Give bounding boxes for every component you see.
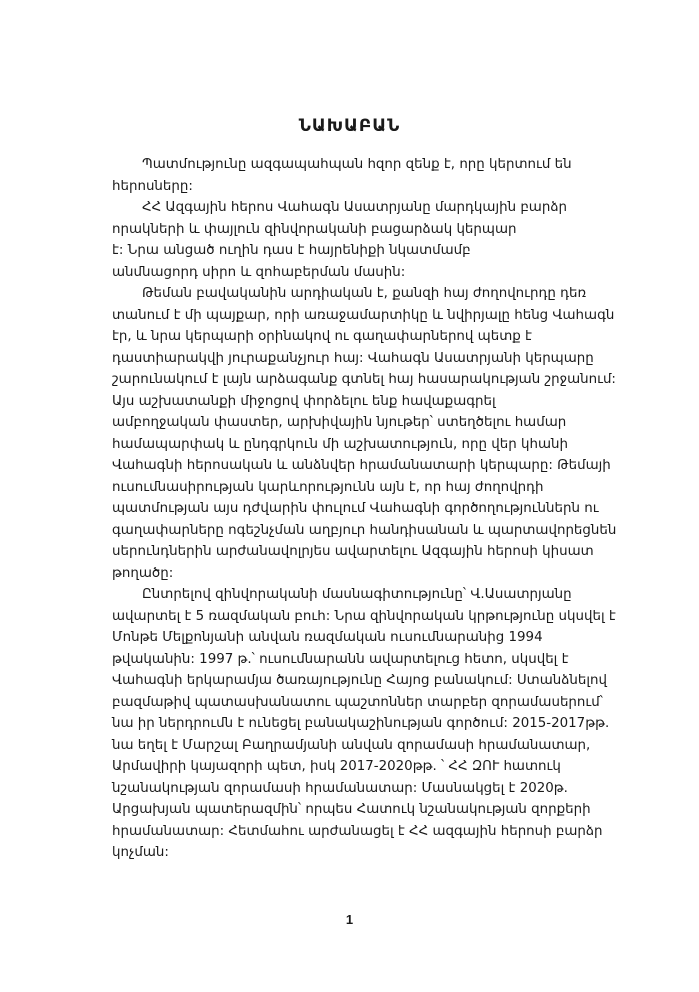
text-line: հրամանատար: Հետմահու արժանացել է ՀՀ ազգային հերոսի բարձր xyxy=(112,823,603,839)
text-line: նա եղել է Մարշալ Բաղրամյանի անվան զորամասի հրամանատար, xyxy=(112,737,591,753)
text-line: կոչման: xyxy=(112,845,169,860)
text-line: շարունակում է լայն արձագանք գտնել հայ հասարակության շրջանում: xyxy=(112,372,616,387)
page-title: ՆԱԽԱԲԱՆ xyxy=(298,116,401,136)
text-line: ՀՀ Ազգային հերոս Վահագն Ասատրյանը մարդկային բարձր xyxy=(142,200,567,215)
text-line: Արցախյան պատերազմին՝ որպես Հատուկ նշանակության զորքերի xyxy=(112,802,591,817)
text-line: հերոսները: xyxy=(112,178,193,194)
text-line: ամբողջական փաստեր, արխիվային նյութեր՝ ստեղծելու համար xyxy=(112,415,567,430)
text-line: թվականին: 1997 թ.՝ ուսումնարանն ավարտելուց հետո, սկսվել է xyxy=(112,651,569,667)
text-line: Վահագնի երկարամյա ծառայությունը Հայոց բանակում: Ստանձնելով xyxy=(112,673,607,688)
text-line: տանում է մի պայքար, որի առաջամարտիկը և նվիրյալը հենց Վահագն xyxy=(112,307,615,323)
text-line: անմնացորդ սիրո և զոհաբերման մասին: xyxy=(112,264,406,280)
text-line: ուսումնասիրության կարևորությունն այն է, որ հայ ժողովրդի xyxy=(112,479,544,495)
text-line: պատմության այս դժվարին փուլում Վահագնի գործողություններն ու xyxy=(112,501,599,516)
text-line: ավարտել է 5 ռազմական բուհ: Նրա զինվորական կրթությունը սկսվել է xyxy=(112,608,616,624)
text-line: նշանակության զորամասի հրամանատար: Մասնակցել է 2020թ. xyxy=(112,780,568,796)
text-line: Պատմությունը ազգապահպան հզոր զենք է, որը կերտում են xyxy=(142,157,572,172)
page-number: 1 xyxy=(345,912,354,927)
text-line: Վահագնի հերոսական և անձնվեր հրամանատարի կերպարը: Թեմայի xyxy=(112,458,611,473)
text-line: Արմավիրի կայազորի պետ, իսկ 2017-2020թթ. ՝ ՀՀ ԶՈՒ հատուկ xyxy=(112,759,561,774)
text-line: սերունդներին արժանավոլրյես ավարտելու Ազգային հերոսի կիսատ xyxy=(112,544,594,559)
text-line: համապարփակ և ընդգրկուն մի աշխատություն, որը վեր կհանի xyxy=(112,436,568,452)
text-line: Այս աշխատանքի միջոցով փորձելու ենք հավաքագրել xyxy=(112,393,496,409)
text-line: նա իր ներդրումն է ունեցել բանակաշինության գործում: 2015-2017թթ. xyxy=(112,716,610,731)
text-line: որակների և փայլուն զինվորականի բացարձակ կերպար xyxy=(112,221,517,237)
body-text xyxy=(112,154,640,864)
text-line: է: Նրա անցած ուղին դաս է հայրենիքի նկատմամբ xyxy=(112,243,471,258)
text-line: Մոնթե Մելքոնյանի անվան ռազմական ուսումնարանից 1994 xyxy=(112,630,543,645)
text-line: Ընտրելով զինվորականի մասնագիտությունը՝ Վ.Ասատրյանը xyxy=(142,587,572,602)
text-line: Թեման բավականին արդիական է, քանզի հայ ժողովուրդը դեռ xyxy=(142,286,587,301)
text-line: դաստիարակվի յուրաքանչյուր հայ: Վահագն Ասատրյանի կերպարը xyxy=(112,350,594,366)
text-line: բազմաթիվ պատասխանատու պաշտոններ տարբեր զորամասերում՝ xyxy=(112,694,603,710)
text-line: թողածը: xyxy=(112,565,174,581)
text-line: էր, և նրա կերպարի օրինակով ու գաղափարներով պետք է xyxy=(112,329,532,344)
text-line: գաղափարները ոգեշնչման աղբյուր հանդիսանան և պարտավորեցնեն xyxy=(112,522,617,538)
